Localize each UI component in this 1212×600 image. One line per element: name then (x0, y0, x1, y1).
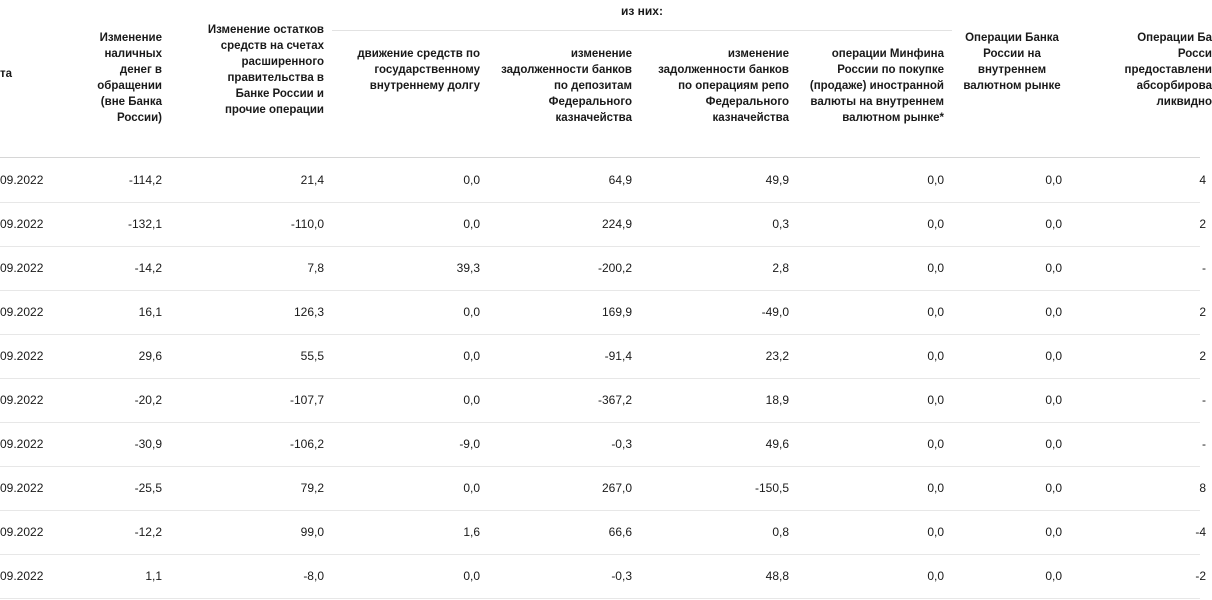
cell-cash: 29,6 (138, 349, 162, 363)
cell-treasury-repo: 0,8 (772, 525, 789, 539)
cell-cash: -25,5 (134, 481, 162, 495)
cell-gov-accounts: -107,7 (289, 393, 324, 407)
cell-gov-accounts: 79,2 (300, 481, 324, 495)
cell-treasury-deposits: -0,3 (611, 569, 632, 583)
cell-treasury-repo: -49,0 (761, 305, 789, 319)
cell-cbr-liquidity: 2 (1199, 349, 1206, 363)
cell-cbr-liquidity: 4 (1199, 173, 1206, 187)
cell-minfin-fx: 0,0 (927, 569, 944, 583)
cell-date: 09.2022 (0, 217, 44, 231)
cell-gov-accounts: -8,0 (303, 569, 324, 583)
col-header-date: та (0, 68, 13, 80)
cell-gov-accounts: 21,4 (300, 173, 324, 187)
cell-gov-debt: 0,0 (463, 393, 480, 407)
cell-cbr-fx: 0,0 (1045, 569, 1062, 583)
cell-treasury-deposits: 66,6 (608, 525, 632, 539)
cell-cash: -114,2 (128, 173, 162, 187)
cell-cbr-fx: 0,0 (1045, 437, 1062, 451)
cell-gov-debt: 0,0 (463, 217, 480, 231)
cell-cbr-liquidity: - (1202, 261, 1206, 275)
cell-treasury-repo: 0,3 (772, 217, 789, 231)
cell-cbr-fx: 0,0 (1045, 349, 1062, 363)
cell-treasury-repo: -150,5 (754, 481, 789, 495)
cell-treasury-deposits: -91,4 (604, 349, 632, 363)
cell-minfin-fx: 0,0 (927, 217, 944, 231)
cell-treasury-deposits: -0,3 (611, 437, 632, 451)
cell-minfin-fx: 0,0 (927, 437, 944, 451)
cell-minfin-fx: 0,0 (927, 349, 944, 363)
table-row (0, 202, 1206, 247)
cell-cbr-fx: 0,0 (1045, 525, 1062, 539)
cell-date: 09.2022 (0, 437, 44, 451)
cell-gov-debt: 0,0 (463, 305, 480, 319)
cell-cbr-liquidity: -2 (1195, 569, 1206, 583)
col-header-treasury-deposits: изменение задолженности банков по депозитам Федерального казначейства (501, 48, 632, 124)
cell-cbr-liquidity: 2 (1199, 217, 1206, 231)
cell-treasury-repo: 48,8 (765, 569, 789, 583)
cell-treasury-repo: 49,9 (765, 173, 789, 187)
cell-gov-accounts: -106,2 (289, 437, 324, 451)
cell-treasury-repo: 49,6 (765, 437, 789, 451)
col-header-cash: Изменение наличных денег в обращении (вне Банка России) (97, 32, 162, 124)
col-header-cbr-fx: Операции Банка России на внутреннем валютном рынке (963, 32, 1061, 92)
cell-cbr-fx: 0,0 (1045, 481, 1062, 495)
cell-date: 09.2022 (0, 261, 44, 275)
cell-gov-debt: -9,0 (459, 437, 480, 451)
cell-cbr-liquidity: 8 (1199, 481, 1206, 495)
cell-cbr-liquidity: - (1202, 393, 1206, 407)
cell-gov-debt: 0,0 (463, 569, 480, 583)
cell-gov-debt: 0,0 (463, 173, 480, 187)
cell-date: 09.2022 (0, 173, 44, 187)
cell-cash: -12,2 (134, 525, 162, 539)
cell-date: 09.2022 (0, 349, 44, 363)
cell-cbr-fx: 0,0 (1045, 393, 1062, 407)
table-row (0, 334, 1206, 379)
cell-cbr-fx: 0,0 (1045, 305, 1062, 319)
cell-gov-accounts: 55,5 (300, 349, 324, 363)
cell-treasury-repo: 18,9 (765, 393, 789, 407)
cell-minfin-fx: 0,0 (927, 393, 944, 407)
table-row (0, 378, 1206, 423)
cell-minfin-fx: 0,0 (927, 481, 944, 495)
cell-treasury-deposits: -367,2 (597, 393, 632, 407)
cell-minfin-fx: 0,0 (927, 305, 944, 319)
cell-minfin-fx: 0,0 (927, 261, 944, 275)
col-header-treasury-repo: изменение задолженности банков по операциям репо Федерального казначейства (658, 48, 789, 124)
cell-treasury-repo: 23,2 (765, 349, 789, 363)
cell-cbr-fx: 0,0 (1045, 217, 1062, 231)
cell-date: 09.2022 (0, 393, 44, 407)
cell-cbr-liquidity: - (1202, 437, 1206, 451)
cell-date: 09.2022 (0, 481, 44, 495)
cell-gov-debt: 0,0 (463, 349, 480, 363)
cell-minfin-fx: 0,0 (927, 173, 944, 187)
cell-treasury-deposits: 267,0 (601, 481, 632, 495)
cell-gov-debt: 1,6 (463, 525, 480, 539)
cell-cash: -30,9 (134, 437, 162, 451)
cell-minfin-fx: 0,0 (927, 525, 944, 539)
cell-cash: -132,1 (127, 217, 162, 231)
cell-gov-accounts: 7,8 (307, 261, 324, 275)
cell-treasury-deposits: 224,9 (601, 217, 632, 231)
table-row (0, 554, 1206, 599)
cell-gov-accounts: -110,0 (290, 217, 324, 231)
col-header-cbr-liquidity: Операции Ба Росси предоставлени абсорбирова ликвидно (1124, 32, 1212, 108)
table-row (0, 290, 1206, 335)
cell-date: 09.2022 (0, 569, 44, 583)
table-row (0, 158, 1206, 203)
cell-cbr-fx: 0,0 (1045, 173, 1062, 187)
cell-cbr-liquidity: 2 (1199, 305, 1206, 319)
cell-date: 09.2022 (0, 305, 44, 319)
cell-treasury-repo: 2,8 (772, 261, 789, 275)
cell-date: 09.2022 (0, 525, 44, 539)
cell-gov-accounts: 99,0 (300, 525, 324, 539)
cell-treasury-deposits: -200,2 (597, 261, 632, 275)
col-header-gov-accounts: Изменение остатков средств на счетах расширенного правительства в Банке России и прочие операции (207, 24, 324, 116)
group-header-iz-nih: из них: (621, 4, 663, 18)
cell-cbr-fx: 0,0 (1045, 261, 1062, 275)
cell-gov-debt: 39,3 (456, 261, 480, 275)
table-row (0, 422, 1206, 467)
col-header-minfin-fx: операции Минфина России по покупке (продаже) иностранной валюты на внутреннем валютном рынке* (809, 48, 944, 124)
cell-gov-accounts: 126,3 (293, 305, 324, 319)
cell-cash: -14,2 (134, 261, 162, 275)
cell-cash: 1,1 (145, 569, 162, 583)
cell-treasury-deposits: 169,9 (601, 305, 632, 319)
col-header-gov-debt: движение средств по государственному внутреннему долгу (357, 48, 480, 92)
cell-cash: 16,1 (138, 305, 162, 319)
cell-cash: -20,2 (134, 393, 162, 407)
group-header-divider (332, 30, 952, 31)
table-row (0, 510, 1206, 555)
cell-gov-debt: 0,0 (463, 481, 480, 495)
cell-cbr-liquidity: -4 (1195, 525, 1206, 539)
table-row (0, 246, 1206, 291)
cell-treasury-deposits: 64,9 (608, 173, 632, 187)
table-row (0, 466, 1206, 511)
